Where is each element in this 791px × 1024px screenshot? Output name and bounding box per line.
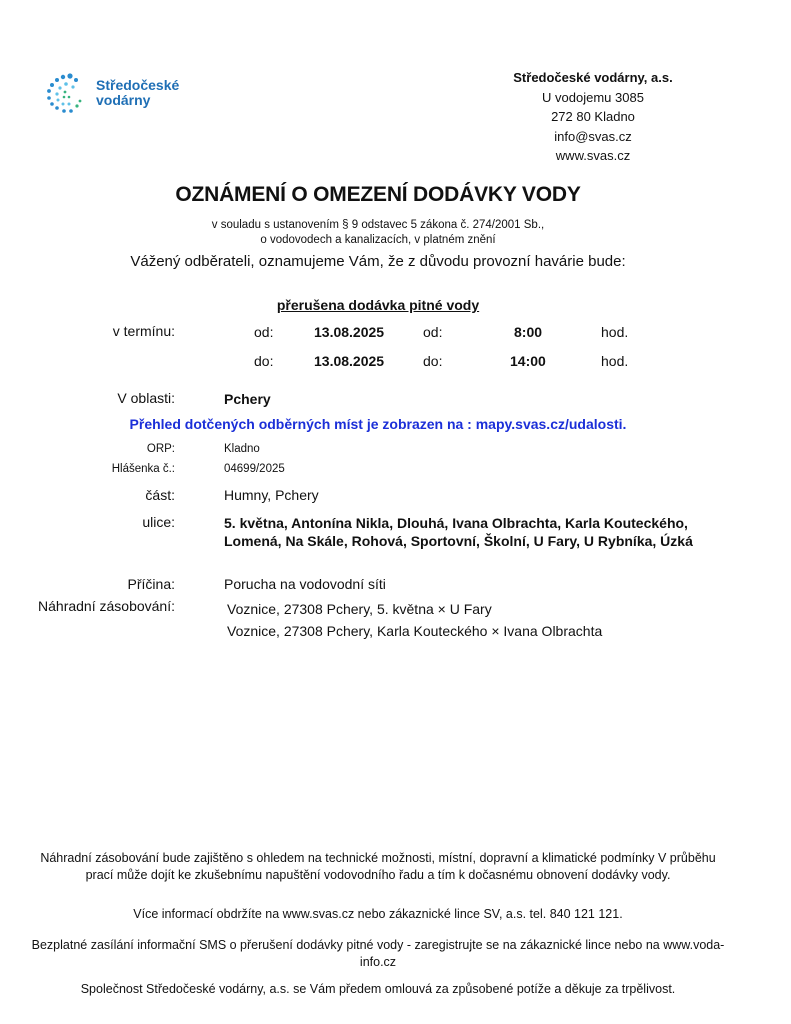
company-email[interactable]: info@svas.cz	[554, 128, 632, 144]
greeting: Vážený odběrateli, oznamujeme Vám, že z důvodu provozní havárie bude:	[130, 253, 626, 270]
from-date-label: od:	[254, 324, 274, 340]
from-time-label: od:	[423, 324, 443, 340]
cause-value: Porucha na vodovodní síti	[224, 576, 386, 592]
footer-info	[0, 906, 756, 923]
term-label: v termínu:	[112, 323, 175, 339]
water-drops-logo-icon	[44, 70, 94, 116]
company-web[interactable]: www.svas.cz	[555, 148, 631, 163]
supply-label: Náhradní zásobování:	[38, 598, 175, 614]
supply-location-1: Voznice, 27308 Pchery, 5. května × U Fary	[227, 601, 492, 617]
company-street: U vodojemu 3085	[542, 89, 644, 105]
logo-line-1: Středočeské	[96, 77, 180, 93]
footer-paragraph-4: Společnost Středočeské vodárny, a.s. se Vám předem omlouvá za způsobené potíže a děkuje za trpělivost.	[80, 982, 676, 996]
supply-location-2: Voznice, 27308 Pchery, Karla Kouteckého × Ivana Olbrachta	[227, 623, 603, 639]
interruption-heading: přerušena dodávka pitné vody	[276, 297, 480, 313]
to-unit: hod.	[601, 353, 629, 369]
to-date: 13.08.2025	[314, 353, 385, 369]
streets-value: 5. května, Antonína Nikla, Dlouhá, Ivana Olbrachta, Karla Koutеckého, Lomená, Na Skále, Rohová, Sportovní, Školní, U Fary, U Rybníka, Úzká	[224, 515, 693, 549]
to-time: 14:00	[510, 353, 546, 369]
legal-reference	[0, 218, 756, 248]
report-value: 04699/2025	[224, 463, 285, 475]
logo-line-2: vodárny	[96, 92, 151, 108]
company-city: 272 80 Kladno	[551, 109, 635, 124]
cause-label: Příčina:	[127, 576, 175, 592]
part-label: část:	[145, 487, 175, 503]
footer-apology	[0, 981, 756, 998]
to-date-label: do:	[254, 353, 274, 369]
area-label: V oblasti:	[117, 390, 175, 406]
area-value: Pchery	[224, 391, 271, 407]
from-date: 13.08.2025	[314, 324, 385, 340]
company-address	[473, 68, 713, 166]
legal-line-2: o vodovodech a kanalizacích, v platném znění	[260, 234, 496, 246]
footer-supply-note	[0, 850, 756, 884]
logo-text	[96, 78, 179, 108]
footer-paragraph-3: Bezplatné zasílání informační SMS o přerušení dodávky pitné vody - zaregistrujte se na zákaznické lince nebo na www.voda-info.cz	[31, 938, 725, 969]
company-logo	[44, 70, 204, 116]
company-name: Středočeské vodárny, a.s.	[513, 70, 673, 85]
orp-value: Kladno	[224, 443, 260, 455]
streets-label: ulice:	[142, 514, 175, 530]
orp-label: ORP:	[146, 443, 175, 455]
map-notice-link[interactable]: Přehled dotčených odběrných míst je zobrazen na : mapy.svas.cz/udalosti.	[129, 416, 627, 432]
footer-sms	[0, 937, 756, 971]
from-time: 8:00	[514, 324, 543, 340]
legal-line-1: v souladu s ustanovením § 9 odstavec 5 zákona č. 274/2001 Sb.,	[211, 219, 545, 231]
report-label: Hlášenka č.:	[111, 463, 175, 475]
footer-paragraph-2: Více informací obdržíte na www.svas.cz nebo zákaznické lince SV, a.s. tel. 840 121 121.	[133, 907, 623, 921]
notice-title: OZNÁMENÍ O OMEZENÍ DODÁVKY VODY	[175, 183, 581, 206]
footer-paragraph-1: Náhradní zásobování bude zajištěno s ohledem na technické možnosti, místní, dopravní a klimatické podmínky V průběhu prací může dojít ke zkušebnímu napuštění vodovodního řadu a tím k dočasnému obnovení dodávky vody.	[40, 851, 716, 882]
from-unit: hod.	[601, 324, 629, 340]
part-value: Humny, Pchery	[224, 487, 319, 503]
to-time-label: do:	[423, 353, 443, 369]
